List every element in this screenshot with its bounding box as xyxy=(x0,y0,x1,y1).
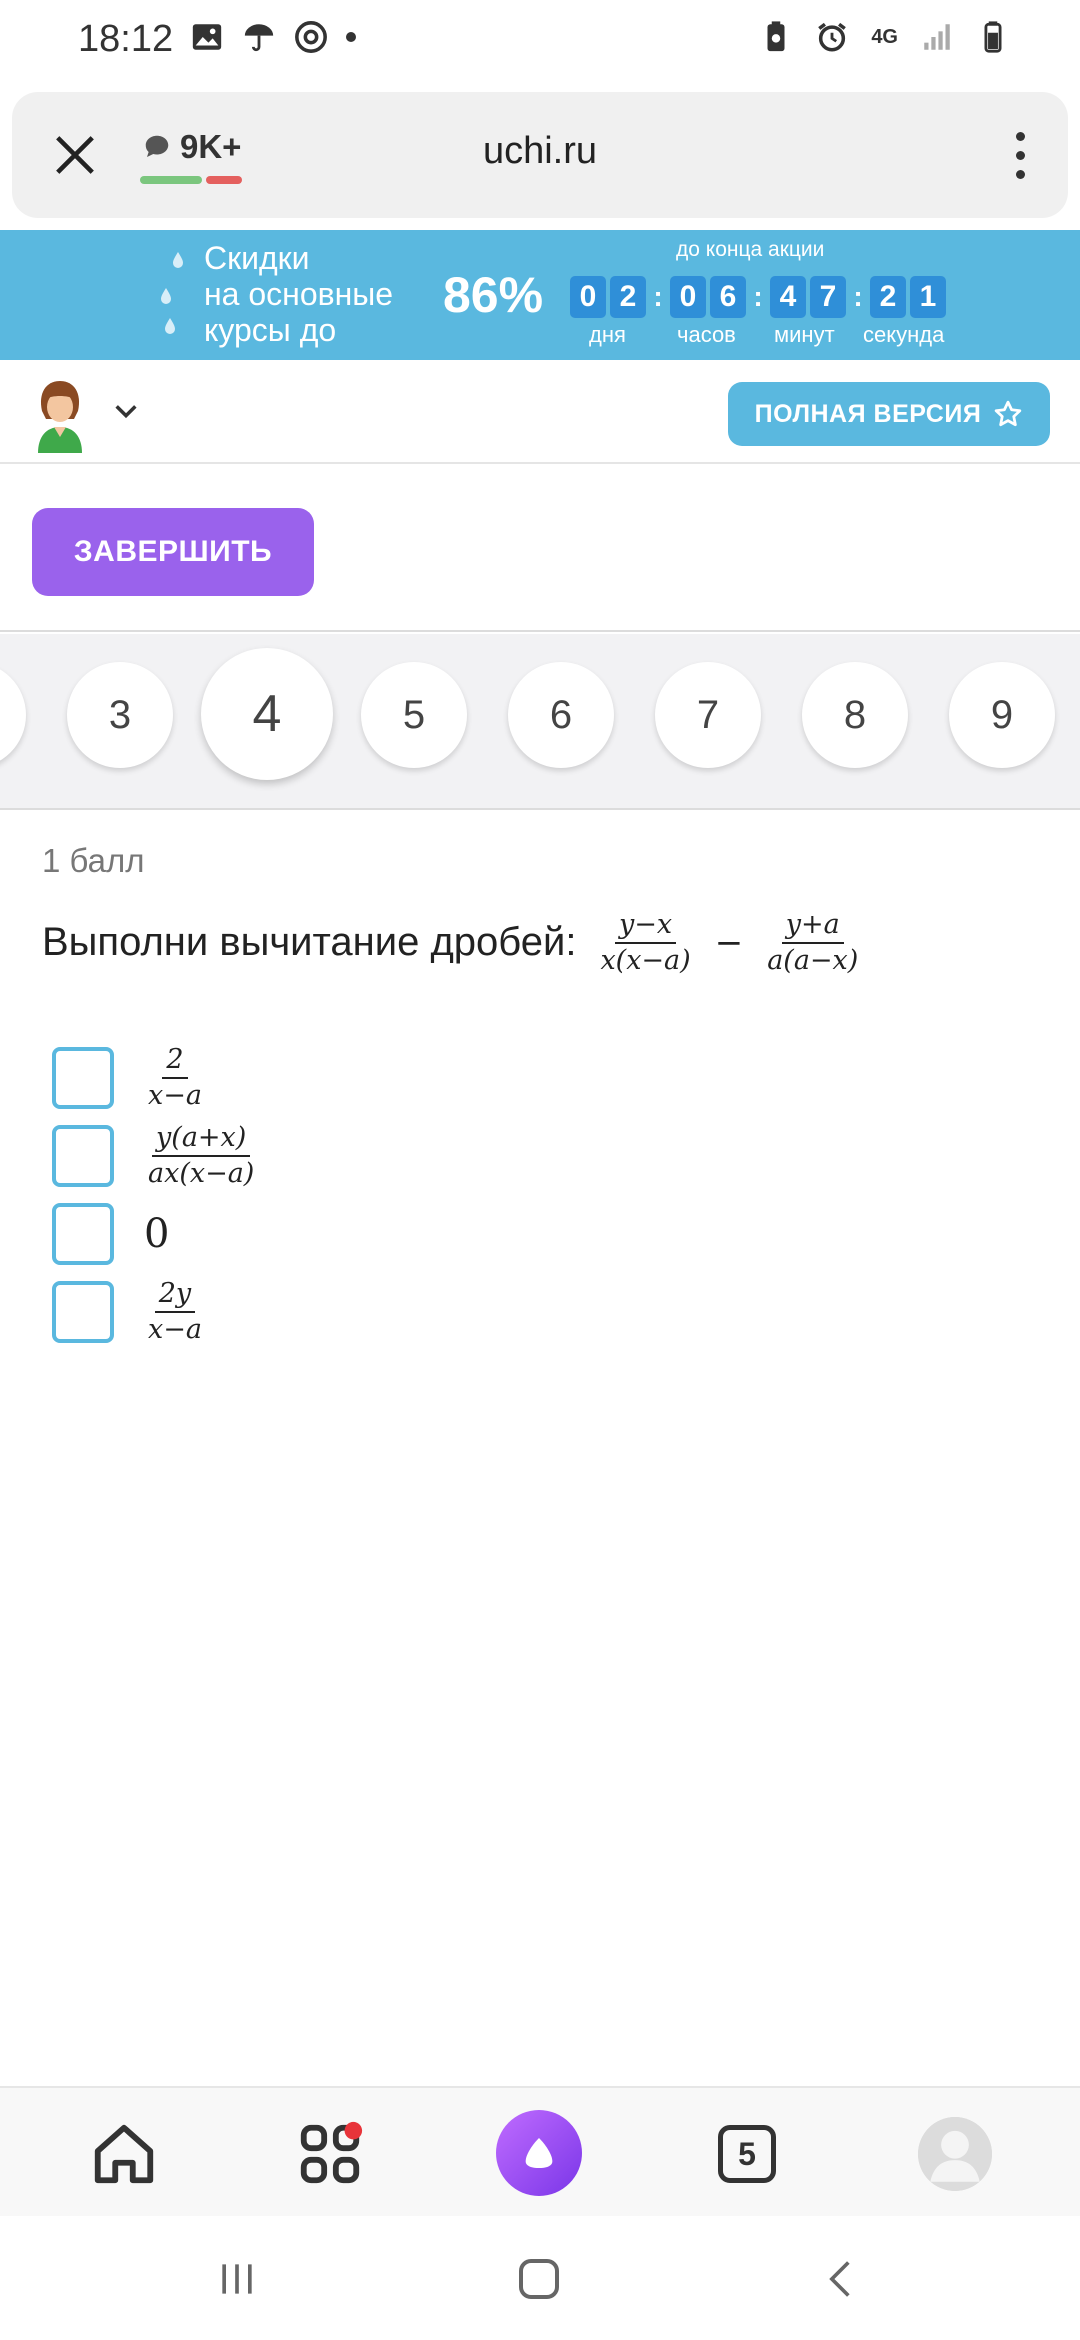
promo-text-line3: курсы до xyxy=(204,312,337,348)
tabs-count: 5 xyxy=(718,2125,776,2183)
recent-apps-icon xyxy=(215,2257,259,2301)
question-number-4[interactable]: 4 xyxy=(201,648,333,780)
negative-bar xyxy=(206,176,242,184)
url-label[interactable]: uchi.ru xyxy=(482,130,598,172)
answer-fraction xyxy=(144,1123,258,1188)
image-icon xyxy=(190,20,224,54)
minutes-label: минут xyxy=(774,322,835,347)
battery-saver-icon xyxy=(759,20,793,54)
promo-text-line2: на основные xyxy=(204,276,394,312)
promo-banner[interactable] xyxy=(0,230,1080,360)
avatar[interactable] xyxy=(30,377,90,453)
full-version-label: ПОЛНАЯ ВЕРСИЯ xyxy=(754,399,982,428)
home-icon xyxy=(89,2119,159,2189)
question-number-9[interactable]: 9 xyxy=(949,662,1055,768)
countdown-seconds xyxy=(870,276,946,318)
minus-operator: − xyxy=(714,922,744,963)
drops-icon xyxy=(160,248,196,338)
question-number-5[interactable]: 5 xyxy=(361,662,467,768)
question-fraction-2 xyxy=(763,910,862,975)
answer-fraction xyxy=(144,1279,206,1344)
question-nav xyxy=(0,634,1080,810)
umbrella-icon xyxy=(242,20,276,54)
alice-icon xyxy=(519,2133,559,2173)
answer-options xyxy=(52,1046,264,1358)
question-number-6[interactable]: 6 xyxy=(508,662,614,768)
home-square-icon xyxy=(515,2255,563,2303)
question-number-2[interactable] xyxy=(0,662,26,768)
positive-bar xyxy=(140,176,202,184)
countdown-digit: 2 xyxy=(870,276,906,318)
comments-count: 9K+ xyxy=(180,128,242,165)
answer-option-3[interactable] xyxy=(52,1202,264,1266)
fraction-denominator: x−a xyxy=(148,1314,202,1345)
browser-bottom-nav xyxy=(0,2086,1080,2216)
status-left-icons xyxy=(190,20,356,54)
apps-grid-icon xyxy=(295,2119,365,2189)
fraction-numerator: y−x xyxy=(615,910,676,944)
back-button[interactable] xyxy=(806,2244,876,2314)
recent-apps-button[interactable] xyxy=(202,2244,272,2314)
notification-dot xyxy=(346,32,356,42)
countdown-timer xyxy=(570,276,946,318)
home-button[interactable] xyxy=(80,2110,168,2198)
answer-option-4[interactable] xyxy=(52,1280,264,1344)
question-number-3[interactable]: 3 xyxy=(67,662,173,768)
countdown-hours xyxy=(670,276,746,318)
status-time: 18:12 xyxy=(78,18,174,60)
fraction-denominator: x(x−a) xyxy=(600,944,691,976)
star-icon xyxy=(993,399,1023,429)
promo-text xyxy=(204,240,393,348)
home-system-button[interactable] xyxy=(504,2244,574,2314)
countdown-digit: 7 xyxy=(810,276,846,318)
question-number-7[interactable]: 7 xyxy=(655,662,761,768)
answer-checkbox[interactable] xyxy=(52,1281,114,1343)
back-chevron-icon xyxy=(819,2257,863,2301)
countdown-days xyxy=(570,276,646,318)
status-right-icons xyxy=(759,20,1010,54)
full-version-button[interactable] xyxy=(728,382,1050,446)
countdown-separator: : xyxy=(653,281,663,312)
countdown-minutes xyxy=(770,276,846,318)
promo-text-line1: Скидки xyxy=(204,240,310,276)
question-prompt: Выполни вычитание дробей: xyxy=(42,920,577,965)
fraction-denominator: ax(x−a) xyxy=(148,1158,255,1189)
battery-icon xyxy=(976,20,1010,54)
fraction-numerator: y+a xyxy=(782,910,844,944)
countdown-digit: 2 xyxy=(610,276,646,318)
network-type: 4G xyxy=(871,25,898,48)
chevron-down-icon[interactable] xyxy=(112,400,140,422)
rating-bars xyxy=(140,176,242,184)
countdown-digit: 0 xyxy=(670,276,706,318)
answer-option-1[interactable] xyxy=(52,1046,264,1110)
answer-checkbox[interactable] xyxy=(52,1125,114,1187)
browser-bar xyxy=(12,92,1068,218)
system-nav xyxy=(0,2216,1080,2340)
fraction-denominator: a(a−x) xyxy=(767,944,859,976)
countdown-separator: : xyxy=(753,281,763,312)
question-fraction-1 xyxy=(596,910,694,975)
profile-avatar xyxy=(918,2117,992,2191)
countdown-digit: 6 xyxy=(710,276,746,318)
tabs-button[interactable] xyxy=(703,2110,791,2198)
hours-label: часов xyxy=(677,322,736,347)
user-header xyxy=(0,362,1080,464)
fraction-numerator: 2y xyxy=(155,1279,195,1313)
countdown-digit: 0 xyxy=(570,276,606,318)
countdown-digit: 4 xyxy=(770,276,806,318)
question-number-8[interactable]: 8 xyxy=(802,662,908,768)
countdown-digit: 1 xyxy=(910,276,946,318)
answer-checkbox[interactable] xyxy=(52,1047,114,1109)
answer-option-2[interactable] xyxy=(52,1124,264,1188)
signal-icon xyxy=(920,20,954,54)
seconds-label: секунда xyxy=(863,322,945,347)
profile-button[interactable] xyxy=(911,2110,999,2198)
promo-until-label: до конца акции xyxy=(676,238,825,261)
days-label: дня xyxy=(589,322,626,347)
alarm-icon xyxy=(815,20,849,54)
countdown-separator: : xyxy=(853,281,863,312)
answer-checkbox[interactable] xyxy=(52,1203,114,1265)
services-button[interactable] xyxy=(286,2110,374,2198)
fraction-denominator: x−a xyxy=(148,1080,202,1111)
status-bar xyxy=(0,0,1080,84)
promo-percent: 86% xyxy=(443,267,544,323)
finish-button[interactable]: ЗАВЕРШИТЬ xyxy=(32,508,314,596)
answer-value: 0 xyxy=(144,1211,170,1257)
question-text xyxy=(42,910,868,975)
alice-assistant-button[interactable] xyxy=(496,2110,582,2196)
more-menu-button[interactable] xyxy=(1000,122,1040,188)
fraction-numerator: y(a+x) xyxy=(152,1123,250,1157)
finish-area xyxy=(0,466,1080,632)
answer-fraction xyxy=(144,1045,206,1110)
chrome-icon xyxy=(294,20,328,54)
question-points: 1 балл xyxy=(42,842,145,879)
fraction-numerator: 2 xyxy=(162,1045,187,1079)
